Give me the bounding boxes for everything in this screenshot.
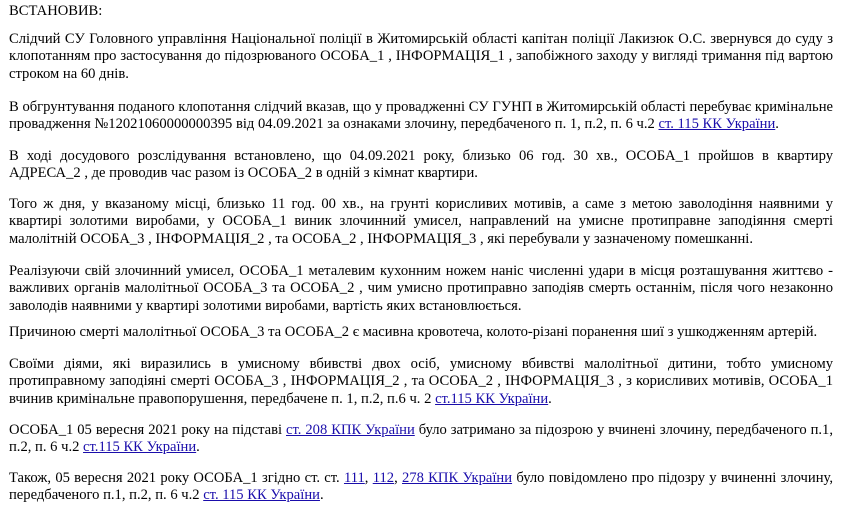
link-art-115-cc[interactable]: ст. 115 КК України <box>658 116 776 133</box>
link-art-208-cpc[interactable]: ст. 208 КПК України <box>286 422 415 438</box>
paragraph-8-end: . <box>196 439 200 456</box>
paragraph-5: Реалізуючи свій злочинний умисел, ОСОБА_1 металевим кухонним ножем наніс численні удари в місця розташування життєво - важливих органів малолітньої ОСОБА_3 та ОСОБА_2 , чим умисно протиправно заподіяв смерть останнім, після чого незаконно заволодів наявними у квартирі золотими виробами, вартість яких встановлюється. <box>9 263 833 314</box>
paragraph-8-text: ОСОБА_1 05 вересня 2021 року на підставі <box>9 422 286 438</box>
paragraph-6: Причиною смерті малолітньої ОСОБА_3 та ОСОБА_2 є масивна кровотеча, колото-різані поранення шиї з ушкодженням артерій. <box>9 324 818 340</box>
link-art-115-cc[interactable]: ст.115 КК України <box>435 390 549 407</box>
paragraph-8 <box>9 422 833 457</box>
link-art-278-cpc[interactable]: 278 КПК України <box>402 470 513 486</box>
document-heading: ВСТАНОВИВ: <box>9 3 103 19</box>
paragraph-2-end: . <box>775 116 779 133</box>
paragraph-9 <box>9 470 833 505</box>
link-art-112[interactable]: 112 <box>372 470 395 486</box>
paragraph-1: Слідчий СУ Головного управління Національної поліції в Житомирській області капітан поліції Лакизюк О.С. звернувся до суду з клопотанням про застосування до підозрюваного ОСОБА_1 , ІНФОРМАЦІЯ_1 , запобіжного заходу у вигляді тримання під вартою строком на 60 днів. <box>9 31 833 82</box>
separator: , <box>364 470 373 486</box>
paragraph-9-mid: було повідомлено про підозру у вчиненні злочину, передбаченого п.1, п.2, п. 6 ч.2 <box>9 470 834 504</box>
link-art-111[interactable]: 111 <box>343 470 365 486</box>
paragraph-8-mid: було затримано за підозрою у вчинені злочину, передбаченого п.1, п.2, п. 6 ч.2 <box>9 422 833 456</box>
paragraph-2-text: В обгрунтування поданого клопотання слідчий вказав, що у провадженні СУ ГУНП в Житомирській області перебуває кримінальне провадження №12021060000000395 від 04.09.2021 за ознаками злочину, передбаченого п. 1, п.2, п. 6 ч.2 <box>9 99 833 133</box>
paragraph-7 <box>9 356 833 408</box>
separator: , <box>394 470 403 486</box>
paragraph-9-end: . <box>319 487 324 504</box>
paragraph-2 <box>9 99 833 134</box>
paragraph-4: Того ж дня, у вказаному місці, близько 11 год. 00 хв., на грунті корисливих мотивів, а саме з метою заволодіння наявними у квартирі золотими виробами, у ОСОБА_1 виник злочинний умисел, направлений на умисне протиправне заподіяння смерті малолітній ОСОБА_3 , ІНФОРМАЦІЯ_2 , та ОСОБА_2 , ІНФОРМАЦІЯ_3 , які перебували у зазначеному помешканні. <box>9 196 833 247</box>
paragraph-9-text: Також, 05 вересня 2021 року ОСОБА_1 згідно ст. ст. <box>9 470 344 486</box>
paragraph-3: В ході досудового розслідування встановлено, що 04.09.2021 року, близько 06 год. 30 хв., ОСОБА_1 пройшов в квартиру АДРЕСА_2 , де проводив час разом із ОСОБА_2 в одній з кімнат квартири. <box>9 148 833 182</box>
paragraph-7-text: Своїми діями, які виразились в умисному вбивстві двох осіб, умисному вбивстві малолітньої дитини, тобто умисному протиправному заподіяні смерті ОСОБА_3 , ІНФОРМАЦІЯ_2 , та ОСОБА_2 , ІНФОРМАЦІЯ_3 , з корисливих мотивів, ОСОБА_1 вчинив кримінальне правопорушення, передбачене п. 1, п.2, п.6 ч. 2 <box>9 356 833 407</box>
link-art-115-cc[interactable]: ст. 115 КК України <box>203 487 320 504</box>
link-art-115-cc[interactable]: ст.115 КК України <box>83 439 197 456</box>
paragraph-7-end: . <box>548 390 552 407</box>
